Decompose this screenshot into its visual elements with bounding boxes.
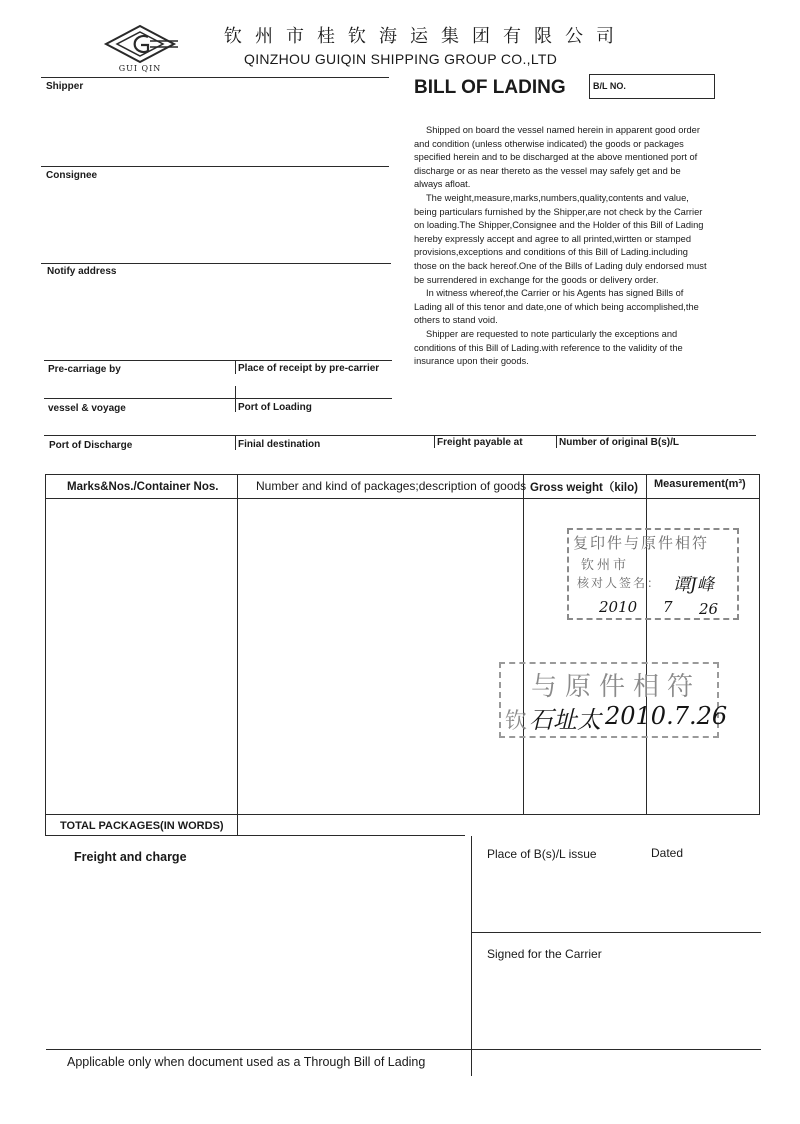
notify-address-label: Notify address — [47, 266, 117, 277]
gross-weight-header: Gross weight（kilo) — [530, 482, 638, 494]
total-packages-label: TOTAL PACKAGES(IN WORDS) — [60, 820, 224, 832]
freight-charge-field[interactable] — [48, 868, 468, 1046]
stamp-text: 核对人签名： — [577, 576, 662, 590]
dated-label: Dated — [651, 846, 684, 860]
port-of-discharge-field[interactable] — [46, 452, 232, 472]
stamp-signature: 石址太 — [529, 706, 601, 734]
carrier-signature-field[interactable] — [475, 964, 759, 1046]
vessel-voyage-field[interactable] — [46, 415, 232, 433]
port-of-loading-field[interactable] — [237, 415, 391, 433]
company-logo — [100, 22, 180, 74]
place-of-issue-label: Place of B(s)/L issue — [487, 847, 597, 861]
packages-field[interactable] — [239, 500, 521, 812]
copy-verification-stamp — [567, 528, 739, 620]
stamp-date-month: 7 — [663, 598, 673, 616]
total-packages-field[interactable] — [239, 816, 759, 834]
marks-header: Marks&Nos./Container Nos. — [67, 481, 219, 493]
bl-number-box[interactable] — [589, 74, 715, 99]
consignee-field[interactable] — [42, 184, 388, 262]
number-of-originals-field[interactable] — [558, 452, 758, 472]
stamp-text: 与原件相符 — [531, 672, 702, 702]
consignee-label: Consignee — [46, 170, 98, 181]
final-destination-label: Finial destination — [238, 439, 321, 450]
number-of-originals-label: Number of original B(s)/L — [559, 437, 679, 448]
terms-text — [414, 124, 710, 369]
place-of-receipt-label: Place of receipt by pre-carrier — [238, 363, 380, 374]
terms-paragraph: The weight,measure,marks,numbers,quality,contents and value, being particulars furnished by the Shipper,are not check by the Carrier on loading.The Shipper,Consignee and the Holder of this Bill of Lading hereby expressly accept and agree to all printed,wirtten or stamped provisions,exceptions and conditions of this Bill of Lading.including those on the back hereof.One of the Bills of Lading duly endorsed must be surrendered in exchange for the goods or delivery order. — [414, 192, 707, 285]
pre-carriage-field[interactable] — [46, 377, 232, 397]
bl-number-label: B/L NO. — [593, 81, 626, 91]
company-name-en: QINZHOU GUIQIN SHIPPING GROUP CO.,LTD — [244, 51, 558, 67]
port-of-discharge-label: Port of Discharge — [49, 440, 133, 451]
stamp-text: 钦 — [505, 709, 528, 734]
vessel-voyage-label: vessel & voyage — [48, 403, 126, 414]
freight-payable-label: Freight payable at — [437, 437, 523, 448]
stamp-date-day: 26 — [699, 600, 719, 618]
pre-carriage-label: Pre-carriage by — [48, 364, 121, 375]
marks-field[interactable] — [47, 500, 236, 812]
logo-text: GUI QIN — [118, 64, 162, 73]
freight-charge-label: Freight and charge — [74, 850, 187, 864]
terms-paragraph: Shipped on board the vessel named herein in apparent good order and condition (unless otherwise indicated) the goods or packages specified herein and to be discharged at the above mentioned port of discharge or as near thereto as the vessel may safely get and be always afloat. — [414, 125, 700, 190]
port-of-loading-label: Port of Loading — [238, 402, 312, 413]
stamp-date-year: 2010 — [599, 598, 638, 616]
terms-paragraph: In witness whereof,the Carrier or his Agents has signed Bills of Lading all of this tenor and date,one of which being accomplished,the others to stand void. — [414, 288, 699, 326]
document-title: BILL OF LADING — [414, 77, 566, 98]
notify-address-field[interactable] — [42, 280, 388, 358]
stamp-text: 钦州市 — [581, 558, 630, 573]
logo-emblem-icon — [100, 22, 180, 66]
place-of-issue-field[interactable] — [475, 864, 645, 928]
packages-header: Number and kind of packages;description of goods — [256, 479, 527, 493]
shipper-field[interactable] — [42, 95, 388, 165]
original-match-stamp — [499, 662, 728, 738]
through-bl-note: Applicable only when document used as a Through Bill of Lading — [67, 1055, 426, 1069]
freight-payable-field[interactable] — [436, 452, 554, 472]
shipper-label: Shipper — [46, 81, 84, 92]
place-of-receipt-field[interactable] — [237, 377, 391, 397]
signed-carrier-label: Signed for the Carrier — [487, 947, 602, 961]
stamp-signature: 谭J峰 — [673, 575, 714, 595]
terms-paragraph: Shipper are requested to note particularly the exceptions and conditions of this Bill of Lading.with reference to the validity of the insurance upon their goods. — [414, 328, 683, 367]
dated-field[interactable] — [648, 864, 760, 928]
stamp-date: 2010.7.26 — [605, 702, 728, 730]
stamp-text: 复印件与原件相符 — [573, 534, 710, 552]
final-destination-field[interactable] — [237, 452, 432, 472]
measurement-header: Measurement(m³) — [654, 478, 746, 490]
company-name-cn: 钦州市桂钦海运集团有限公司 — [224, 26, 627, 47]
